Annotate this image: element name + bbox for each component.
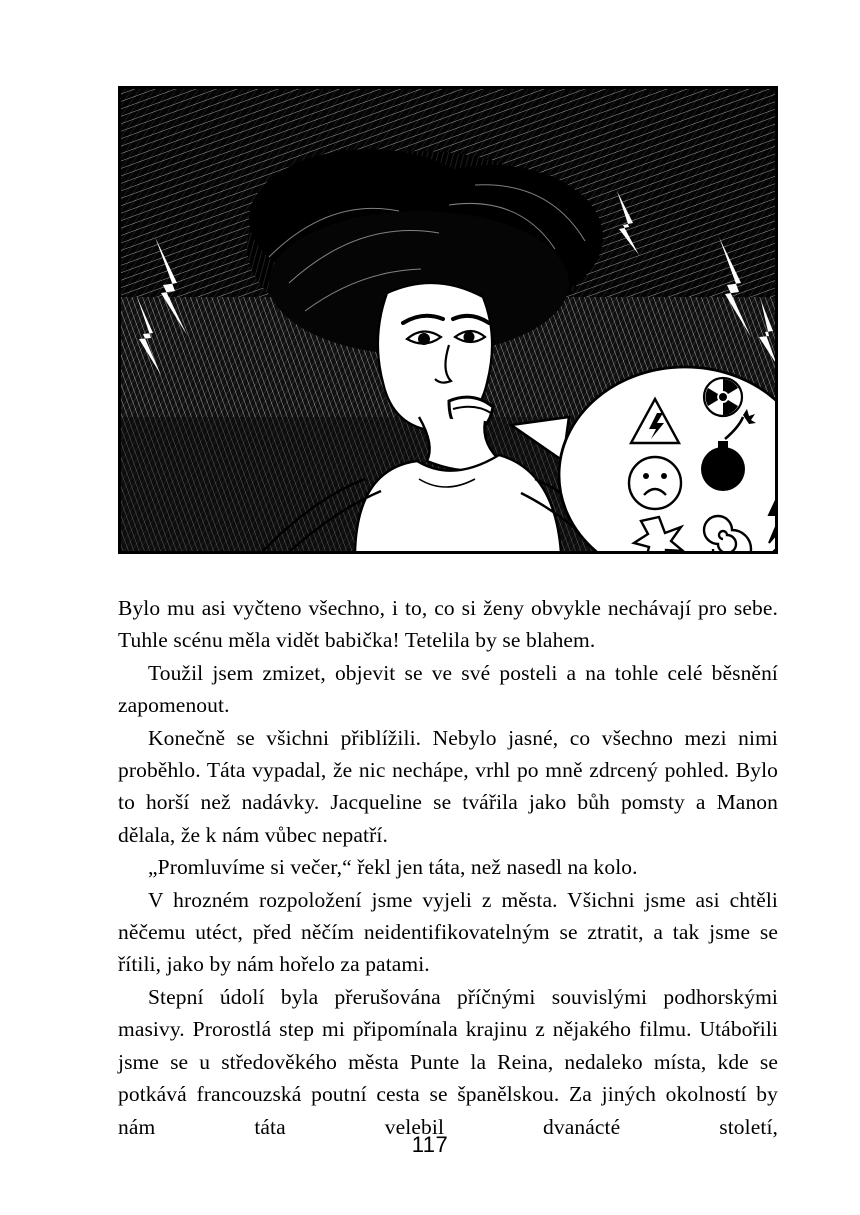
paragraph: Bylo mu asi vyčteno všechno, i to, co si ženy obvykle nechávají pro sebe. Tuhle scénu měla vidět babička! Tetelila by se blahem. [118,596,778,653]
illustration-artwork [119,87,777,553]
paragraph: „Promluvíme si večer,“ řekl jen táta, než nasedl na kolo. [148,855,638,880]
illustration-panel [118,86,778,554]
paragraph: V hrozném rozpoložení jsme vyjeli z města. Všichni jsme asi chtěli něčemu utéct, před něčím neidentifikovatelným se ztratit, a tak jsme se řítili, jako by nám hořelo za patami. [118,887,778,977]
paragraph: Stepní údolí byla přerušována příčnými souvislými podhorskými masivy. Prorostlá step mi připomínala krajinu z nějakého filmu. Utábořili jsme se u středověkého města Punte la Reina, nedaleko místa, kde se potkává francouzská poutní cesta se španělskou. Za jiných okolností by nám táta velebil dvanácté století, [118,984,778,1139]
paragraph: Toužil jsem zmizet, objevit se ve své posteli a na tohle celé běsnění zapomenout. [118,660,778,718]
paragraph: Konečně se všichni přiblížili. Nebylo jasné, co všechno mezi nimi proběhlo. Táta vypadal, že nic nechápe, vrhl po mně zdrcený pohled. Bylo to horší než nadávky. Jacqueline se tvářila jako bůh pomsty a Manon dělala, že k nám vůbec nepatří. [118,725,778,847]
body-text [118,592,778,1143]
page-number: 117 [411,1132,449,1157]
